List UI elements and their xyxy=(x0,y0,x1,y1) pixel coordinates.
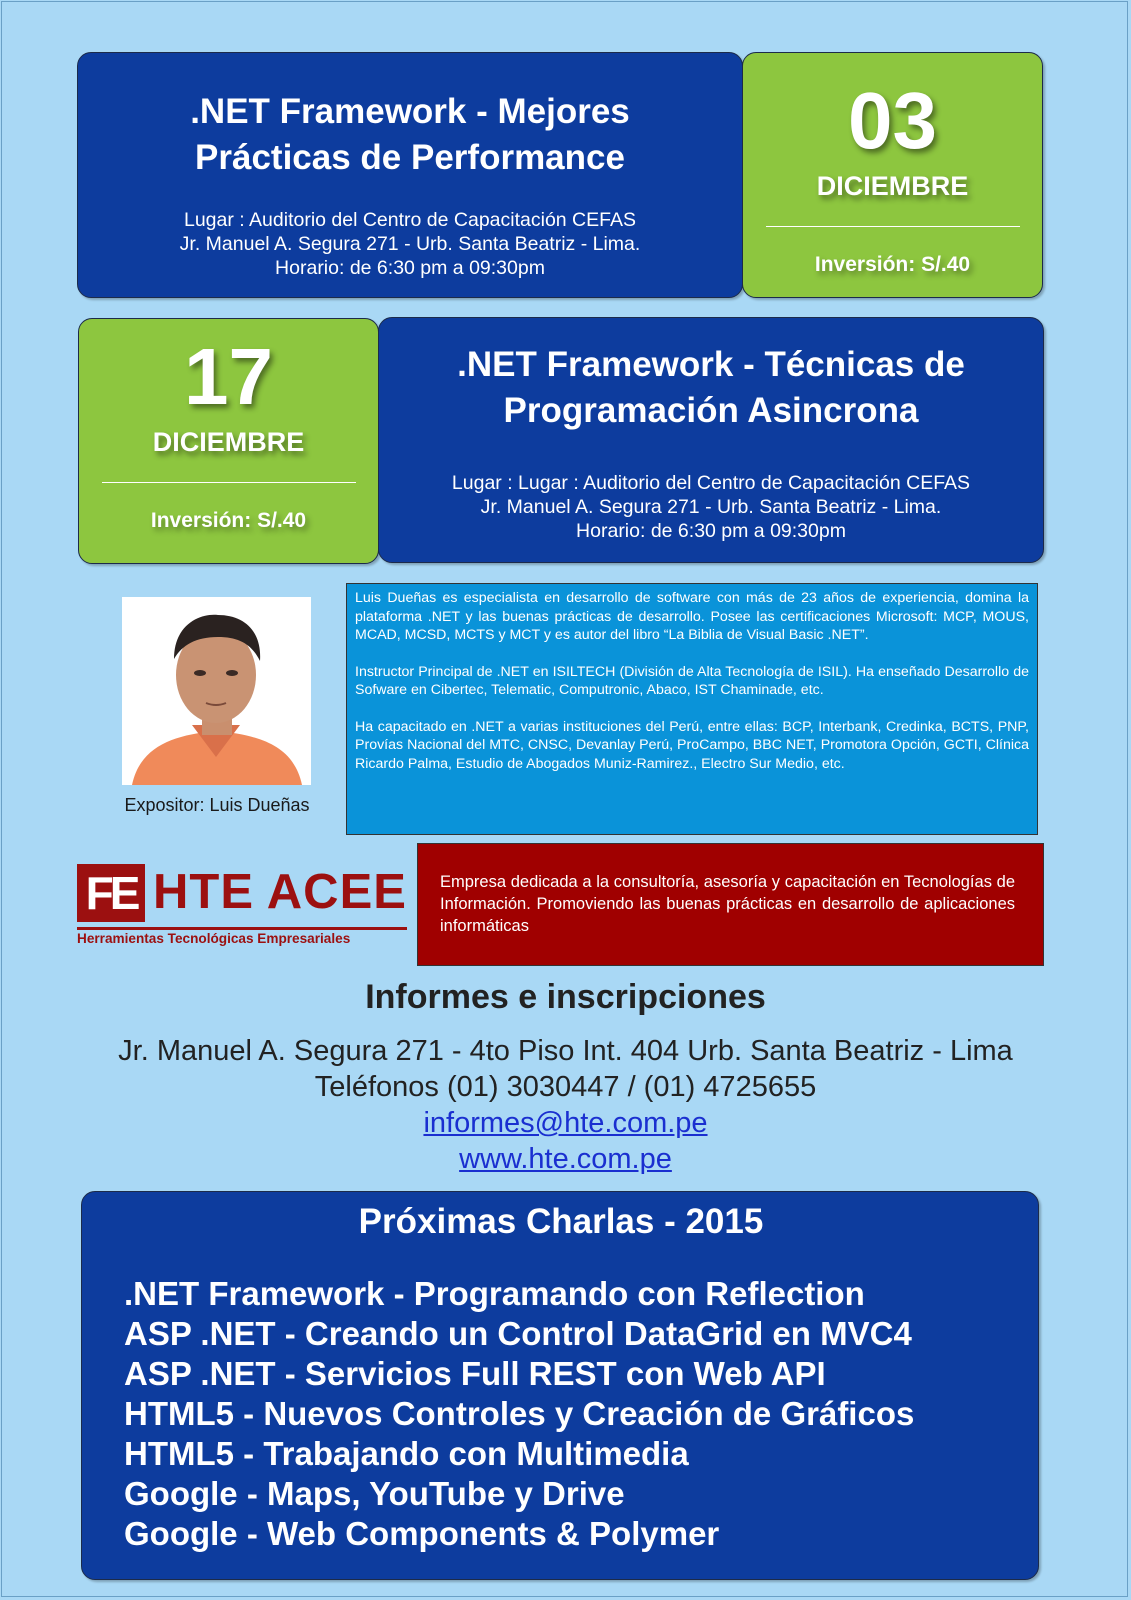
event2-divider xyxy=(102,482,356,483)
contact-title: Informes e inscripciones xyxy=(365,978,766,1016)
logo-tagline: Herramientas Tecnológicas Empresariales xyxy=(77,931,351,946)
bio-paragraph-1: Luis Dueñas es especialista en desarrollo de software con más de 23 años de experiencia, domina la plataforma .NET y las buenas prácticas de desarrollo. Posee las certificaciones Microsoft: MCP, MOUS, MCAD, MCSD, MCTS y MCT y es autor del libro “La Biblia de Visual Basic .NET”. xyxy=(355,590,1029,643)
logo-name: HTE ACEE xyxy=(153,865,407,919)
event2-title-line2: Programación Asincrona xyxy=(503,391,919,430)
company-description: Empresa dedicada a la consultoría, asesoría y capacitación en Tecnologías de Información. Promoviendo las buenas prácticas en desarrollo de aplicaciones informáticas xyxy=(440,873,1015,935)
speaker-photo xyxy=(122,597,311,785)
bio-paragraph-3: Ha capacitado en .NET a varias instituciones del Perú, entre ellas: BCP, Interbank, Credinka, BCTS, PNP, Provías Nacional del MTC, CNSC, Devanlay Perú, ProCampo, BBC NET, Promotora Opción, GCTI, Clínica Ricardo Palma, Estudio de Abogados Muniz-Ramirez., Electro Sur Medio, etc. xyxy=(355,718,1029,772)
list-item: HTML5 - Nuevos Controles y Creación de Gráficos xyxy=(124,1395,915,1432)
bio-paragraph-2: Instructor Principal de .NET en ISILTECH (División de Alta Tecnología de ISIL). Ha enseñado Desarrollo de Sofware en Cibertec, Telematic, Computronic, Abaco, IST Chaminade, etc. xyxy=(355,663,1029,698)
contact-address: Jr. Manuel A. Segura 271 - 4to Piso Int. 404 Urb. Santa Beatriz - Lima xyxy=(118,1035,1013,1067)
event2-month: DICIEMBRE xyxy=(152,427,305,457)
email-link[interactable]: informes@hte.com.pe xyxy=(423,1107,708,1139)
event2-date-card xyxy=(78,318,379,564)
contact-phones: Teléfonos (01) 3030447 / (01) 4725655 xyxy=(314,1071,817,1103)
event2-price: Inversión: S/.40 xyxy=(150,509,307,532)
event2-title-line1: .NET Framework - Técnicas de xyxy=(457,345,965,384)
list-item: Google - Maps, YouTube y Drive xyxy=(124,1475,625,1512)
speaker-caption: Expositor: Luis Dueñas xyxy=(124,795,310,815)
upcoming-list xyxy=(124,1274,914,1554)
event1-day: 03 xyxy=(848,76,937,165)
speaker-portrait-image xyxy=(122,597,311,785)
website-link[interactable]: www.hte.com.pe xyxy=(459,1143,672,1175)
event1-title-line2: Prácticas de Performance xyxy=(195,138,625,177)
event2-place: Lugar : Lugar : Auditorio del Centro de Capacitación CEFAS xyxy=(451,472,971,494)
list-item: ASP .NET - Creando un Control DataGrid en MVC4 xyxy=(124,1315,912,1352)
logo-rule xyxy=(77,927,407,930)
event1-schedule: Horario: de 6:30 pm a 09:30pm xyxy=(275,257,545,279)
list-item: .NET Framework - Programando con Reflection xyxy=(124,1275,865,1312)
logo-mark: FE xyxy=(77,864,145,922)
event2-day: 17 xyxy=(184,332,273,421)
list-item: ASP .NET - Servicios Full REST con Web API xyxy=(124,1355,826,1392)
upcoming-talks-card xyxy=(81,1191,1039,1580)
event2-card xyxy=(378,317,1044,563)
contact-block xyxy=(0,1033,1131,1177)
company-description-box xyxy=(417,843,1044,966)
event2-address: Jr. Manuel A. Segura 271 - Urb. Santa Beatriz - Lima. xyxy=(480,496,942,518)
event1-card xyxy=(77,52,743,298)
event1-title-line1: .NET Framework - Mejores xyxy=(190,92,630,131)
event1-divider xyxy=(766,226,1020,227)
company-logo xyxy=(77,864,407,949)
speaker-bio xyxy=(346,583,1038,835)
list-item: HTML5 - Trabajando con Multimedia xyxy=(124,1435,689,1472)
list-item: Google - Web Components & Polymer xyxy=(124,1515,720,1552)
event1-date-card xyxy=(742,52,1043,298)
upcoming-title: Próximas Charlas - 2015 xyxy=(358,1202,764,1241)
event2-schedule: Horario: de 6:30 pm a 09:30pm xyxy=(576,520,846,542)
event1-month: DICIEMBRE xyxy=(816,171,969,201)
event1-address: Jr. Manuel A. Segura 271 - Urb. Santa Beatriz - Lima. xyxy=(179,233,641,255)
event1-place: Lugar : Auditorio del Centro de Capacitación CEFAS xyxy=(183,209,636,231)
event1-price: Inversión: S/.40 xyxy=(814,253,971,276)
